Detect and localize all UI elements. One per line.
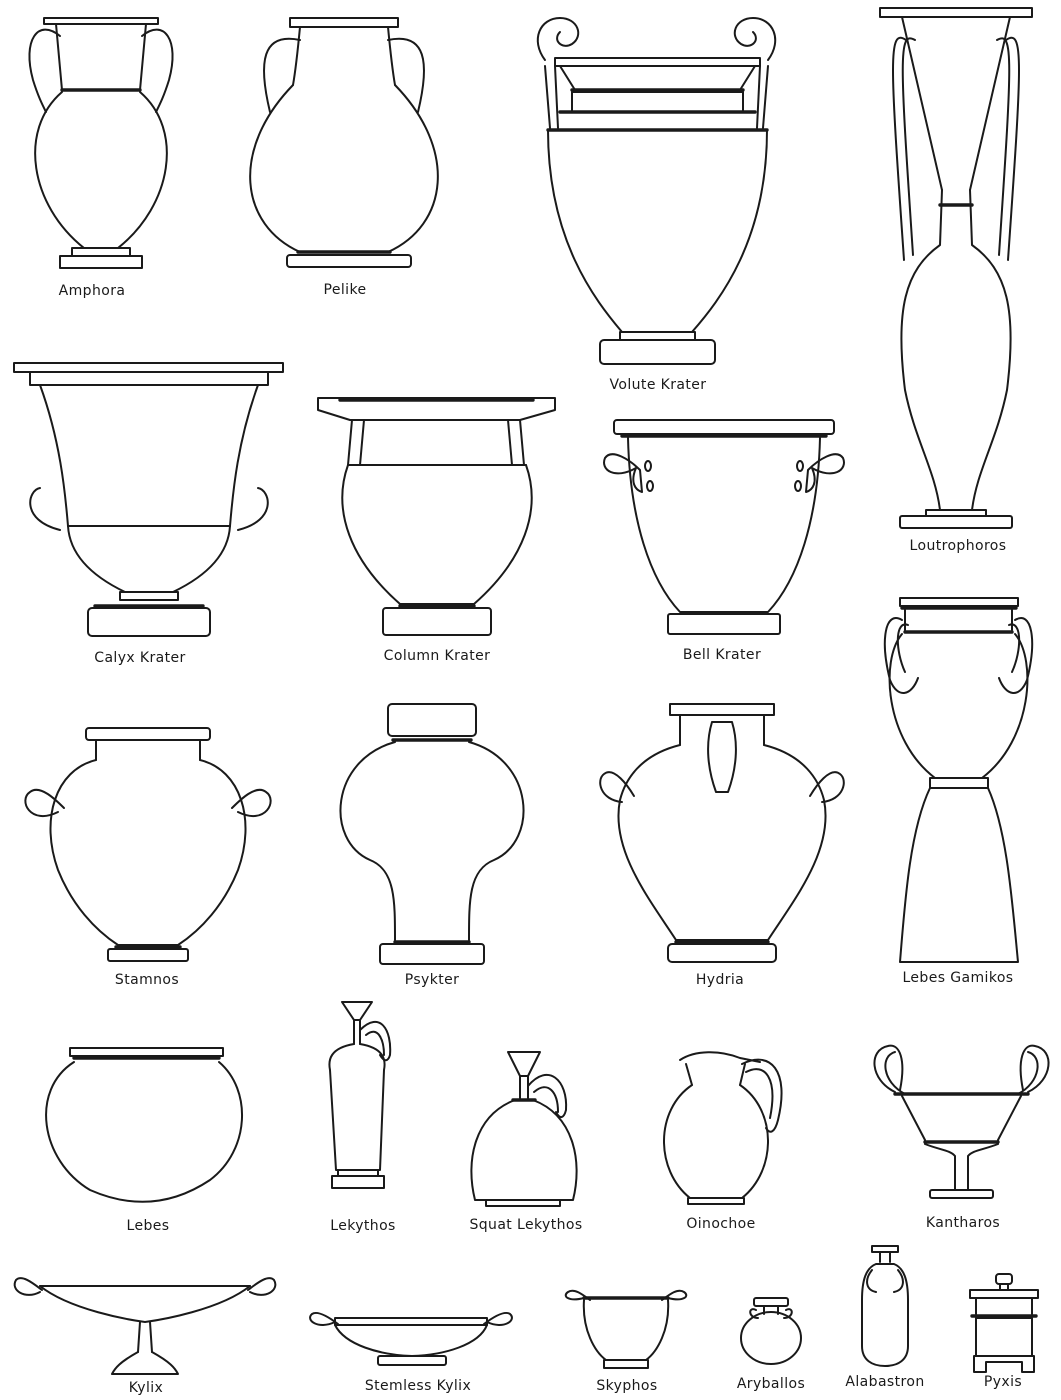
amphora-drawing <box>29 18 172 268</box>
lekythos-label: Lekythos <box>330 1218 396 1234</box>
lebes-drawing <box>46 1048 242 1202</box>
skyphos-label: Skyphos <box>596 1378 658 1394</box>
calyx-krater-label: Calyx Krater <box>94 650 186 666</box>
amphora-label: Amphora <box>58 283 126 299</box>
alabastron-label: Alabastron <box>845 1374 925 1390</box>
hydria-label: Hydria <box>695 972 745 988</box>
column-krater-drawing <box>318 398 555 635</box>
stemless-kylix-label: Stemless Kylix <box>364 1378 472 1394</box>
pyxis-label: Pyxis <box>983 1374 1023 1390</box>
kantharos-label: Kantharos <box>925 1215 1001 1231</box>
aryballos-drawing <box>741 1298 801 1364</box>
pyxis-drawing <box>970 1274 1038 1372</box>
loutrophoros-drawing <box>880 8 1032 528</box>
kylix-label: Kylix <box>128 1380 164 1396</box>
bell-krater-label: Bell Krater <box>682 647 762 663</box>
aryballos-label: Aryballos <box>736 1376 806 1392</box>
lebes-gamikos-label: Lebes Gamikos <box>902 970 1014 986</box>
loutrophoros-label: Loutrophoros <box>909 538 1007 554</box>
kantharos-drawing <box>874 1046 1048 1198</box>
column-krater-label: Column Krater <box>383 648 491 664</box>
calyx-krater-drawing <box>14 363 283 636</box>
squat-lekythos-label: Squat Lekythos <box>469 1217 583 1233</box>
squat-lekythos-drawing <box>471 1052 576 1206</box>
skyphos-drawing <box>566 1291 687 1368</box>
volute-krater-label: Volute Krater <box>609 377 707 393</box>
oinochoe-label: Oinochoe <box>686 1216 756 1232</box>
stamnos-drawing <box>25 728 270 961</box>
psykter-drawing <box>340 704 523 964</box>
bell-krater-drawing <box>604 420 844 634</box>
pelike-label: Pelike <box>323 282 367 298</box>
lebes-label: Lebes <box>126 1218 170 1234</box>
hydria-drawing <box>600 704 844 962</box>
kylix-drawing <box>15 1278 276 1374</box>
lekythos-drawing <box>329 1002 390 1188</box>
lebes-gamikos-drawing <box>885 598 1032 962</box>
alabastron-drawing <box>862 1246 908 1366</box>
oinochoe-drawing <box>664 1052 782 1204</box>
stemless-kylix-drawing <box>310 1313 512 1365</box>
psykter-label: Psykter <box>404 972 460 988</box>
pelike-drawing <box>250 18 438 267</box>
volute-krater-drawing <box>538 18 775 364</box>
stamnos-label: Stamnos <box>114 972 180 988</box>
